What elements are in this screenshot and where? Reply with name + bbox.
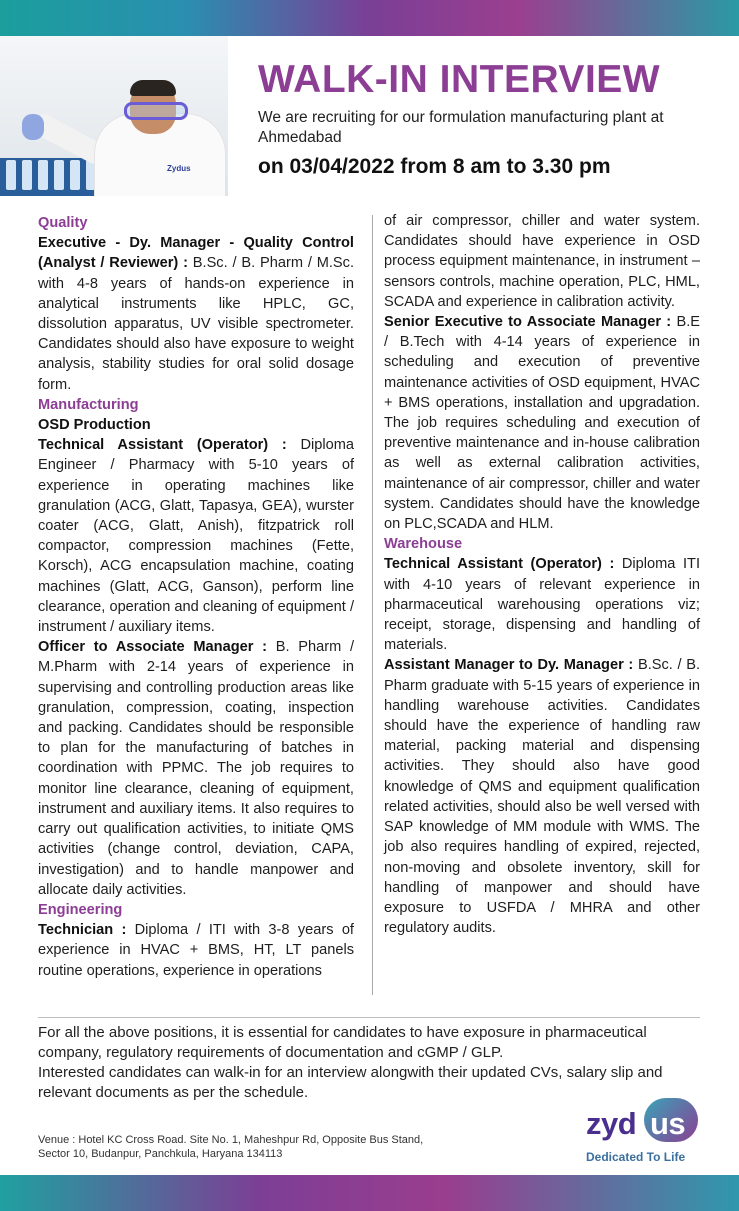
job-officer — [38, 637, 354, 900]
zydus-logo: zyd us — [586, 1098, 702, 1148]
job-description: Diploma Engineer / Pharmacy with 5-10 years of experience in operating machines like granulation (ACG, Glatt, Tapasya, GEA), wurster coater (ACG, Glatt, Anish), fitzpatrick roll compactor, compression machines (Fette, Korsch), ACG encapsulation machine, coating machines (Glatt, ACG, Ganson), perform line clearance, operation and cleaning of equipment / instrument / auxiliary items. — [38, 437, 354, 636]
job-description: B. Pharm / M.Pharm with 2-14 years of experience in supervising and controlling production areas like granulation, compression, coating, inspection and packing. Candidates should be responsible to plan for the manufacturing of batches in coordination with PPMC. The job requires to monitor line clearance, cleaning of equipment, instrument and auxiliary items. It also requires to carry out qualification activities, to initiate QMS activities (change control, deviation, CAPA, investigation) and to handle manpower and allocate daily activities. — [38, 639, 354, 898]
section-quality: Quality — [38, 215, 88, 231]
job-warehouse-ta — [384, 554, 700, 655]
job-description: B.E / B.Tech with 4-14 years of experience in scheduling and execution of preventive maintenance activities of OSD equipment, HVAC + BMS operations, installation and upgradation. The job requires scheduling and execution of preventive maintenance and in-house calibration as well as external calibration activities, maintenance of air compressor, chiller and water system. Candidates should have the knowledge on PLC,SCADA and HLM. — [384, 314, 701, 533]
job-title: Technician : — [38, 922, 127, 939]
right-column — [384, 211, 700, 938]
section-engineering: Engineering — [38, 901, 123, 918]
job-senior-executive — [384, 312, 700, 534]
footer-text — [38, 1023, 702, 1103]
job-title: Officer to Associate Manager : — [38, 639, 267, 656]
job-description: Diploma / ITI with 3-8 years of experience in HVAC + BMS, HT, LT panels routine operations, experience in operations — [38, 922, 354, 979]
job-description: B.Sc. / B. Pharm / M.Sc. with 4-8 years of hands-on experience in analytical instruments like HPLC, GC, dissolution apparatus, UV visible spectrometer. Candidates should also have exposure to weight analysis, stability studies for oral solid dosage form. — [38, 255, 354, 393]
job-technician — [38, 920, 354, 981]
lab-scientist-photo — [0, 36, 228, 196]
job-description: Diploma ITI with 4-10 years of relevant experience in pharmaceutical warehousing operations viz; receipt, storage, dispensing and handling of materials. — [384, 556, 700, 654]
left-column — [38, 213, 354, 981]
job-title: Executive - Dy. Manager - Quality Control (Analyst / Reviewer) : — [38, 235, 354, 272]
venue-address: Venue : Hotel KC Cross Road. Site No. 1, Maheshpur Rd, Opposite Bus Stand, Sector 10, Budanpur, Panchkula, Haryana 134113 — [38, 1134, 424, 1160]
job-technician-continued: of air compressor, chiller and water system. Candidates should have experience in OSD process equipment maintenance, in instrument – sensors controls, machine operation, PLC, HML, SCADA and experience in calibration activity. — [384, 213, 700, 310]
job-assistant-manager — [384, 655, 700, 938]
job-title: Senior Executive to Associate Manager : — [384, 314, 672, 331]
subsection-osd: OSD Production — [38, 417, 151, 434]
top-color-band — [0, 0, 739, 36]
job-title: Technical Assistant (Operator) : — [38, 437, 287, 454]
coat-logo: Zydus — [167, 164, 191, 173]
section-warehouse: Warehouse — [384, 536, 463, 553]
job-technical-assistant — [38, 435, 354, 637]
page-title: WALK-IN INTERVIEW — [258, 58, 661, 101]
job-title: Technical Assistant (Operator) : — [384, 556, 615, 573]
brand-tagline: Dedicated To Life — [586, 1150, 686, 1164]
logo-bubble: us — [644, 1098, 698, 1142]
column-divider — [372, 215, 373, 995]
job-description: B.Sc. / B. Pharm graduate with 5-15 years of experience in handling warehouse activities. Candidates should have the experience of handling raw material, packing material and dispensing activities. They should also have good knowledge of QMS and equipment qualification related activities, should also be well versed with SAP knowledge of MM module with WMS. The job also requires handling of expired, rejected, non-moving and obsolete inventory, skill for handling of manpower and should have exposure to USFDA / MHRA and other regulatory audits. — [384, 657, 700, 937]
footer-rule — [38, 1017, 700, 1018]
bottom-color-band — [0, 1175, 739, 1211]
interview-date: on 03/04/2022 from 8 am to 3.30 pm — [258, 155, 611, 178]
recruiting-subtitle: We are recruiting for our formulation manufacturing plant at Ahmedabad — [258, 109, 664, 146]
safety-goggles — [124, 102, 188, 120]
section-manufacturing: Manufacturing — [38, 396, 139, 413]
job-qc — [38, 233, 354, 395]
job-title: Assistant Manager to Dy. Manager : — [384, 657, 634, 674]
eligibility-note: For all the above positions, it is essential for candidates to have exposure in pharmaceutical company, regulatory requirements of documentation and cGMP / GLP. — [38, 1024, 647, 1061]
walkin-instructions: Interested candidates can walk-in for an interview alongwith their updated CVs, salary slip and relevant documents as per the schedule. — [38, 1064, 663, 1101]
